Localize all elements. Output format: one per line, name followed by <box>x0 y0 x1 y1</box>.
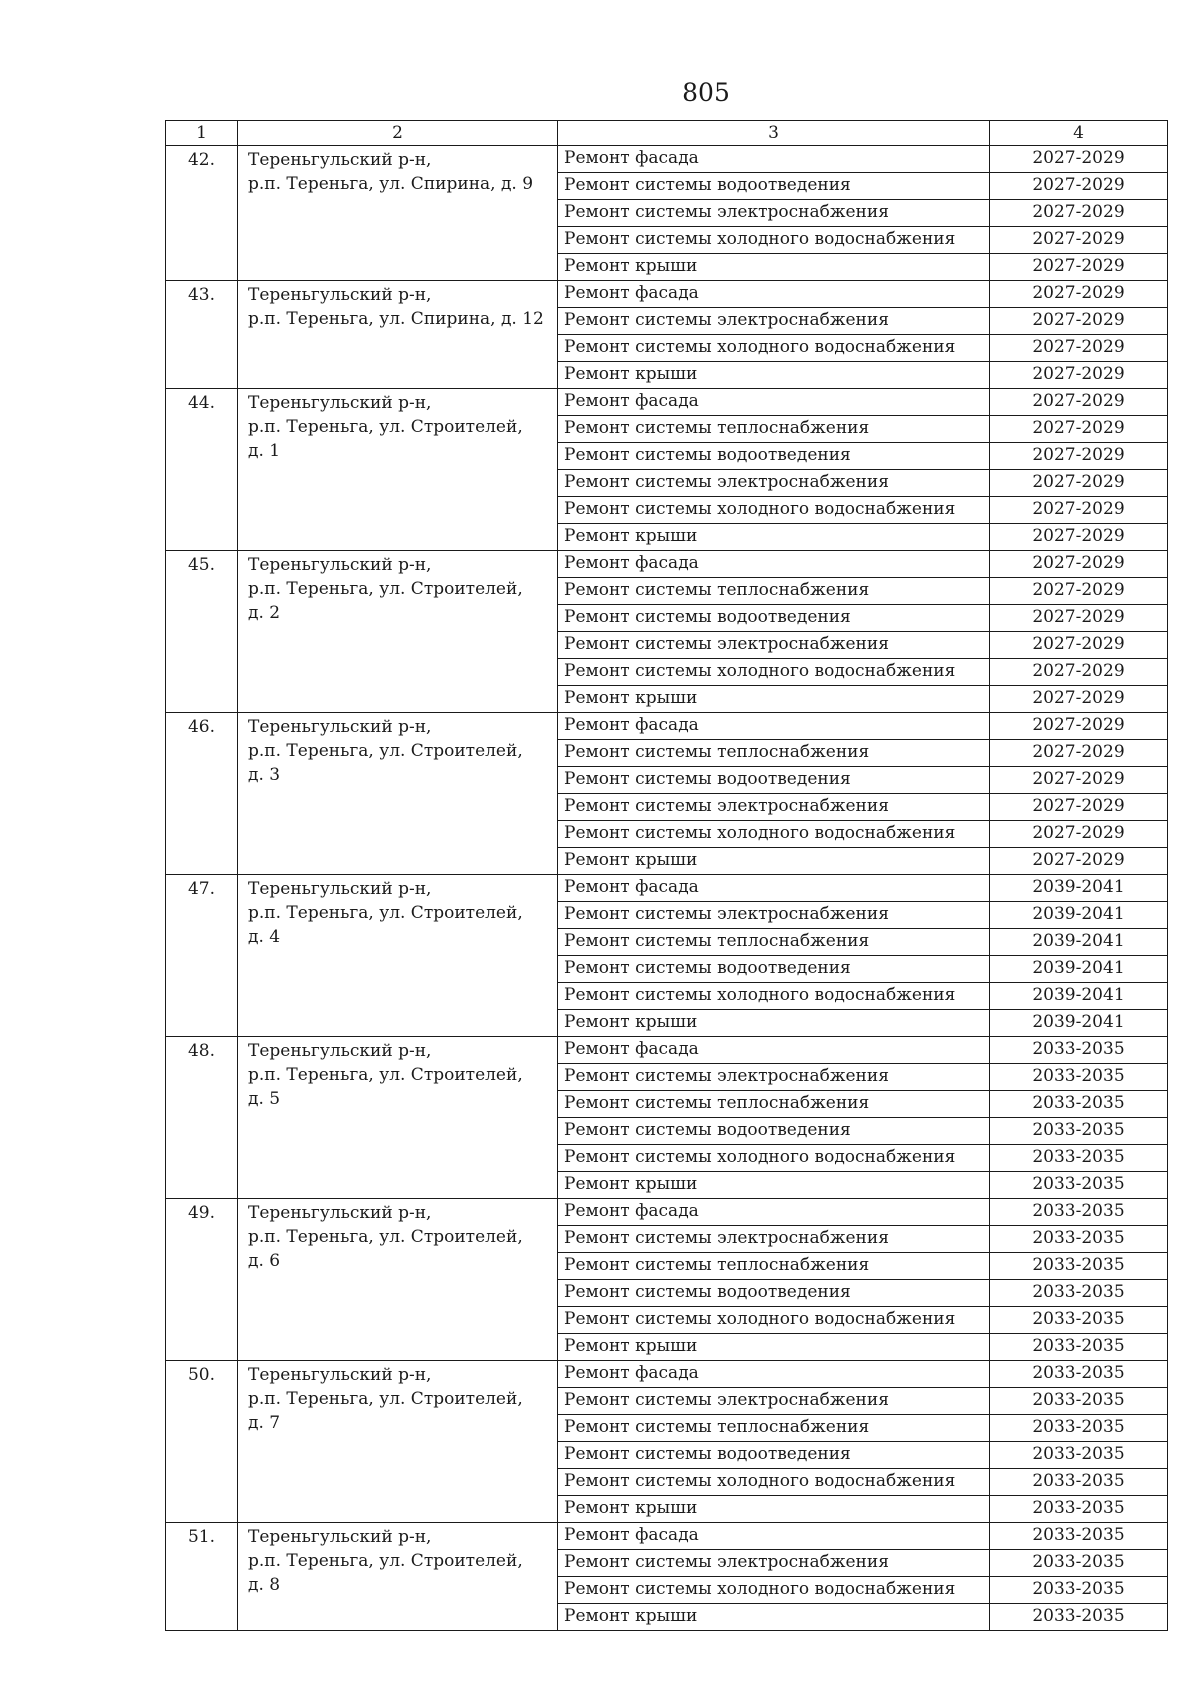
work-type: Ремонт фасада <box>558 713 990 740</box>
work-period: 2027-2029 <box>990 551 1168 578</box>
work-type: Ремонт системы теплоснабжения <box>558 416 990 443</box>
work-period: 2039-2041 <box>990 929 1168 956</box>
work-type: Ремонт фасада <box>558 1523 990 1550</box>
work-type: Ремонт системы теплоснабжения <box>558 1415 990 1442</box>
work-type: Ремонт системы водоотведения <box>558 1442 990 1469</box>
address-line: Тереньгульский р-н, <box>248 717 432 737</box>
work-period: 2033-2035 <box>990 1118 1168 1145</box>
address-line: р.п. Тереньга, ул. Строителей, <box>248 1227 523 1247</box>
work-type: Ремонт системы холодного водоснабжения <box>558 1307 990 1334</box>
work-type: Ремонт системы теплоснабжения <box>558 929 990 956</box>
work-period: 2033-2035 <box>990 1091 1168 1118</box>
address-line: Тереньгульский р-н, <box>248 555 432 575</box>
work-period: 2033-2035 <box>990 1415 1168 1442</box>
table-row <box>166 1361 1168 1388</box>
address-line: р.п. Тереньга, ул. Строителей, <box>248 1065 523 1085</box>
address-line: р.п. Тереньга, ул. Строителей, <box>248 417 523 437</box>
work-type: Ремонт системы электроснабжения <box>558 200 990 227</box>
work-type: Ремонт системы холодного водоснабжения <box>558 821 990 848</box>
work-type: Ремонт фасада <box>558 1361 990 1388</box>
header-col-1: 1 <box>166 121 238 146</box>
work-type: Ремонт фасада <box>558 1037 990 1064</box>
work-period: 2027-2029 <box>990 173 1168 200</box>
address-line: Тереньгульский р-н, <box>248 1527 432 1547</box>
address-line: р.п. Тереньга, ул. Строителей, <box>248 741 523 761</box>
work-period: 2033-2035 <box>990 1334 1168 1361</box>
address-cell <box>238 713 558 875</box>
work-period: 2033-2035 <box>990 1037 1168 1064</box>
address-line: Тереньгульский р-н, <box>248 285 432 305</box>
work-period: 2027-2029 <box>990 254 1168 281</box>
work-period: 2039-2041 <box>990 902 1168 929</box>
work-period: 2039-2041 <box>990 1010 1168 1037</box>
work-period: 2027-2029 <box>990 200 1168 227</box>
work-period: 2033-2035 <box>990 1577 1168 1604</box>
address-cell <box>238 551 558 713</box>
address-line: Тереньгульский р-н, <box>248 393 432 413</box>
work-period: 2027-2029 <box>990 524 1168 551</box>
work-type: Ремонт системы водоотведения <box>558 443 990 470</box>
address-line: Тереньгульский р-н, <box>248 1365 432 1385</box>
work-period: 2027-2029 <box>990 443 1168 470</box>
work-period: 2033-2035 <box>990 1496 1168 1523</box>
address-line: д. 7 <box>248 1413 281 1433</box>
address-line: р.п. Тереньга, ул. Спирина, д. 9 <box>248 174 534 194</box>
table-row <box>166 146 1168 173</box>
work-period: 2033-2035 <box>990 1199 1168 1226</box>
work-period: 2027-2029 <box>990 794 1168 821</box>
work-type: Ремонт системы электроснабжения <box>558 902 990 929</box>
work-period: 2027-2029 <box>990 740 1168 767</box>
work-period: 2033-2035 <box>990 1388 1168 1415</box>
work-type: Ремонт крыши <box>558 848 990 875</box>
table-row <box>166 875 1168 902</box>
work-type: Ремонт крыши <box>558 1604 990 1631</box>
work-period: 2027-2029 <box>990 605 1168 632</box>
work-period: 2027-2029 <box>990 335 1168 362</box>
table-row <box>166 551 1168 578</box>
work-type: Ремонт крыши <box>558 524 990 551</box>
work-type: Ремонт системы электроснабжения <box>558 1064 990 1091</box>
work-type: Ремонт крыши <box>558 1334 990 1361</box>
item-number: 42. <box>166 146 238 281</box>
work-type: Ремонт системы водоотведения <box>558 1280 990 1307</box>
work-period: 2027-2029 <box>990 578 1168 605</box>
work-period: 2033-2035 <box>990 1523 1168 1550</box>
work-type: Ремонт системы теплоснабжения <box>558 740 990 767</box>
work-type: Ремонт системы электроснабжения <box>558 1388 990 1415</box>
address-cell <box>238 1037 558 1199</box>
work-type: Ремонт системы холодного водоснабжения <box>558 497 990 524</box>
address-line: р.п. Тереньга, ул. Строителей, <box>248 579 523 599</box>
work-period: 2027-2029 <box>990 821 1168 848</box>
work-type: Ремонт фасада <box>558 281 990 308</box>
address-cell <box>238 389 558 551</box>
address-line: р.п. Тереньга, ул. Строителей, <box>248 1389 523 1409</box>
work-type: Ремонт системы водоотведения <box>558 173 990 200</box>
item-number: 50. <box>166 1361 238 1523</box>
address-line: р.п. Тереньга, ул. Строителей, <box>248 903 523 923</box>
work-type: Ремонт системы теплоснабжения <box>558 578 990 605</box>
work-period: 2033-2035 <box>990 1172 1168 1199</box>
item-number: 48. <box>166 1037 238 1199</box>
header-row <box>166 121 1168 146</box>
work-type: Ремонт фасада <box>558 146 990 173</box>
work-period: 2039-2041 <box>990 983 1168 1010</box>
work-type: Ремонт системы холодного водоснабжения <box>558 335 990 362</box>
work-type: Ремонт системы водоотведения <box>558 956 990 983</box>
table-row <box>166 713 1168 740</box>
page-number: 805 <box>682 78 730 107</box>
work-period: 2033-2035 <box>990 1604 1168 1631</box>
work-period: 2039-2041 <box>990 875 1168 902</box>
work-type: Ремонт системы теплоснабжения <box>558 1253 990 1280</box>
work-period: 2027-2029 <box>990 632 1168 659</box>
work-period: 2027-2029 <box>990 767 1168 794</box>
work-period: 2033-2035 <box>990 1064 1168 1091</box>
address-cell <box>238 1523 558 1631</box>
table-row <box>166 1199 1168 1226</box>
work-period: 2027-2029 <box>990 308 1168 335</box>
address-line: д. 6 <box>248 1251 281 1271</box>
work-type: Ремонт системы электроснабжения <box>558 794 990 821</box>
work-type: Ремонт крыши <box>558 686 990 713</box>
repair-schedule-table <box>165 120 1168 1631</box>
table-row <box>166 1523 1168 1550</box>
header-col-2: 2 <box>238 121 558 146</box>
work-period: 2027-2029 <box>990 389 1168 416</box>
work-period: 2027-2029 <box>990 470 1168 497</box>
work-type: Ремонт системы холодного водоснабжения <box>558 1469 990 1496</box>
address-line: Тереньгульский р-н, <box>248 1203 432 1223</box>
work-period: 2027-2029 <box>990 848 1168 875</box>
header-col-4: 4 <box>990 121 1168 146</box>
table-row <box>166 1037 1168 1064</box>
address-cell <box>238 281 558 389</box>
table-row <box>166 389 1168 416</box>
work-period: 2033-2035 <box>990 1469 1168 1496</box>
work-type: Ремонт системы холодного водоснабжения <box>558 1577 990 1604</box>
work-type: Ремонт системы водоотведения <box>558 605 990 632</box>
work-type: Ремонт системы холодного водоснабжения <box>558 659 990 686</box>
work-type: Ремонт крыши <box>558 362 990 389</box>
address-cell <box>238 1361 558 1523</box>
address-line: р.п. Тереньга, ул. Строителей, <box>248 1551 523 1571</box>
work-type: Ремонт системы электроснабжения <box>558 1226 990 1253</box>
work-type: Ремонт системы электроснабжения <box>558 308 990 335</box>
work-period: 2027-2029 <box>990 497 1168 524</box>
work-type: Ремонт системы электроснабжения <box>558 632 990 659</box>
work-period: 2033-2035 <box>990 1550 1168 1577</box>
work-period: 2033-2035 <box>990 1442 1168 1469</box>
work-period: 2033-2035 <box>990 1253 1168 1280</box>
work-type: Ремонт системы холодного водоснабжения <box>558 227 990 254</box>
work-period: 2027-2029 <box>990 713 1168 740</box>
work-period: 2027-2029 <box>990 686 1168 713</box>
work-period: 2033-2035 <box>990 1226 1168 1253</box>
address-line: д. 1 <box>248 441 281 461</box>
work-period: 2027-2029 <box>990 362 1168 389</box>
work-type: Ремонт системы холодного водоснабжения <box>558 1145 990 1172</box>
item-number: 51. <box>166 1523 238 1631</box>
item-number: 45. <box>166 551 238 713</box>
work-type: Ремонт крыши <box>558 1010 990 1037</box>
table-row <box>166 281 1168 308</box>
work-type: Ремонт фасада <box>558 551 990 578</box>
work-type: Ремонт системы холодного водоснабжения <box>558 983 990 1010</box>
work-period: 2027-2029 <box>990 416 1168 443</box>
table-body <box>166 146 1168 1631</box>
work-type: Ремонт системы электроснабжения <box>558 470 990 497</box>
work-period: 2027-2029 <box>990 227 1168 254</box>
work-period: 2027-2029 <box>990 659 1168 686</box>
work-type: Ремонт фасада <box>558 389 990 416</box>
work-period: 2033-2035 <box>990 1280 1168 1307</box>
address-line: д. 5 <box>248 1089 281 1109</box>
work-type: Ремонт системы водоотведения <box>558 767 990 794</box>
work-period: 2027-2029 <box>990 146 1168 173</box>
work-type: Ремонт крыши <box>558 254 990 281</box>
address-line: д. 3 <box>248 765 281 785</box>
work-period: 2033-2035 <box>990 1307 1168 1334</box>
item-number: 44. <box>166 389 238 551</box>
work-type: Ремонт системы электроснабжения <box>558 1550 990 1577</box>
address-cell <box>238 875 558 1037</box>
address-line: д. 4 <box>248 927 281 947</box>
item-number: 43. <box>166 281 238 389</box>
address-line: Тереньгульский р-н, <box>248 879 432 899</box>
address-line: р.п. Тереньга, ул. Спирина, д. 12 <box>248 309 544 329</box>
address-line: д. 2 <box>248 603 281 623</box>
work-type: Ремонт фасада <box>558 875 990 902</box>
item-number: 47. <box>166 875 238 1037</box>
address-line: Тереньгульский р-н, <box>248 150 432 170</box>
work-period: 2033-2035 <box>990 1361 1168 1388</box>
work-type: Ремонт крыши <box>558 1172 990 1199</box>
work-type: Ремонт системы водоотведения <box>558 1118 990 1145</box>
work-period: 2027-2029 <box>990 281 1168 308</box>
address-line: д. 8 <box>248 1575 281 1595</box>
item-number: 49. <box>166 1199 238 1361</box>
work-period: 2039-2041 <box>990 956 1168 983</box>
work-type: Ремонт системы теплоснабжения <box>558 1091 990 1118</box>
header-col-3: 3 <box>558 121 990 146</box>
item-number: 46. <box>166 713 238 875</box>
address-line: Тереньгульский р-н, <box>248 1041 432 1061</box>
address-cell <box>238 146 558 281</box>
work-type: Ремонт крыши <box>558 1496 990 1523</box>
work-period: 2033-2035 <box>990 1145 1168 1172</box>
work-type: Ремонт фасада <box>558 1199 990 1226</box>
address-cell <box>238 1199 558 1361</box>
